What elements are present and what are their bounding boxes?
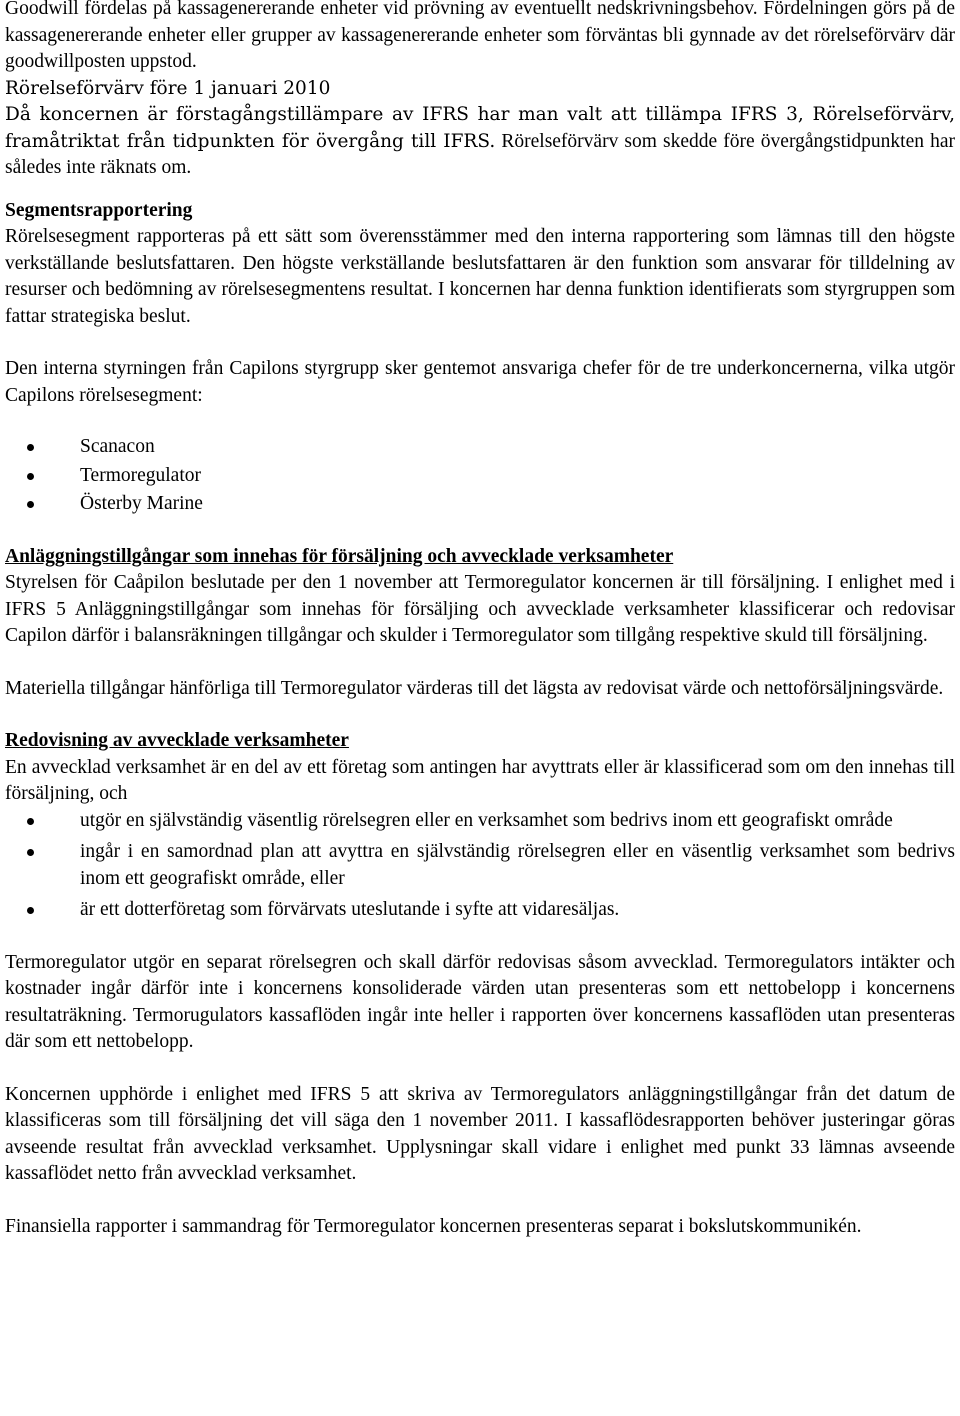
spacer <box>5 929 955 950</box>
segment-steering-paragraph: Den interna styrningen från Capilons styrgrupp sker gentemot ansvariga chefer för de tre underkoncernerna, vilka utgör Capilons rörelsesegment: <box>5 358 955 406</box>
segment-name: Scanacon <box>80 436 155 457</box>
segment-name: Österby Marine <box>80 493 203 514</box>
criterion-text: utgör en självständig väsentlig rörelsegren eller en verksamhet som bedrivs inom ett geografiskt område <box>80 809 893 831</box>
segment-reporting-paragraph: Rörelsesegment rapporteras på ett sätt som överensstämmer med den interna rapportering som lämnas till den högste verkställande beslutsfattaren. Den högste verkställande beslutsfattaren är den funktion som ansvarar för tilldelning av resurser och bedömning av rörelsesegmentens resultat. I koncernen har denna funktion identifierats som styrgruppen som fattar strategiska beslut. <box>5 226 955 327</box>
bullet-icon <box>27 501 34 508</box>
goodwill-paragraph: Goodwill fördelas på kassagenererande enheter vid prövning av eventuellt nedskrivningsbehov. Fördelningen görs på de kassagenererande enheter eller grupper av kassagenererande enheter som förväntas bli gynnade av det rörelseförvärv där goodwillposten uppstod. <box>5 0 955 72</box>
financial-reports-paragraph: Finansiella rapporter i sammandrag för Termoregulator koncernen presenteras separat i bokslutskommunikén. <box>5 1215 862 1237</box>
spacer <box>5 650 955 676</box>
list-item <box>5 897 955 924</box>
bullet-icon <box>27 444 34 451</box>
business-combinations-paragraph <box>5 102 955 182</box>
bullet-icon <box>27 473 34 480</box>
bullet-icon <box>27 818 34 825</box>
spacer <box>5 1056 955 1082</box>
segment-list <box>5 434 955 518</box>
bullet-icon <box>27 849 34 856</box>
tangible-assets-paragraph: Materiella tillgångar hänförliga till Termoregulator värderas till det lägsta av redovisat värde och nettoförsäljningsvärde. <box>5 677 944 699</box>
criterion-text: är ett dotterföretag som förvärvats uteslutande i syfte att vidaresäljas. <box>80 899 620 920</box>
spacer <box>5 520 955 544</box>
held-for-sale-heading: Anläggningstillgångar som innehas för försäljning och avvecklade verksamheter <box>5 545 674 567</box>
held-for-sale-paragraph: Styrelsen för Caåpilon beslutade per den 1 november att Termoregulator koncernen är till försäljning. I enlighet med i IFRS 5 Anläggningstillgångar som innehas för försäljing och avvecklade verksamheter klassificerar och redovisar Capilon därför i balansräkningen tillgångar och skulder i Termoregulator som tillgång respektive skuld till försäljning. <box>5 572 955 646</box>
business-combinations-text-b: Rörelseförvärv som skedde före övergångstidpunkten har således inte räknats om. <box>5 130 955 178</box>
list-item <box>5 434 955 461</box>
spacer <box>5 330 955 356</box>
segment-name: Termoregulator <box>80 464 201 486</box>
spacer <box>5 409 955 434</box>
spacer <box>5 702 955 728</box>
spacer <box>5 1188 955 1214</box>
segment-reporting-heading: Segmentsrapportering <box>5 199 193 221</box>
criterion-text: ingår i en samordnad plan att avyttra en självständig rörelsegren eller en väsentlig verksamhet som bedrivs inom ett geografiskt område, eller <box>80 841 955 889</box>
discontinued-heading: Redovisning av avvecklade verksamheter <box>5 730 349 751</box>
spacer <box>5 182 955 198</box>
termoregulator-separate-paragraph: Termoregulator utgör en separat rörelsegren och skall därför redovisas såsom avvecklad. Termoregulators intäkter och kostnader ingår därför inte i koncernens konsoliderade värden utan presenteras som ett nettobelopp i koncernens resultaträkning. Termorugulators kassaflöden ingår inte heller i rapporten över koncernens kassaflöden utan presenteras där som ett nettobelopp. <box>5 951 955 1052</box>
list-item <box>5 808 955 835</box>
business-combinations-text-a: Då koncernen är förstagångstillämpare av IFRS har man valt att tillämpa IFRS 3, Rörelseförvärv, framåtriktat från tidpunkten för övergång till IFRS. <box>5 104 955 152</box>
ifrs5-paragraph: Koncernen upphörde i enlighet med IFRS 5 att skriva av Termoregulators anläggningstillgångar från det datum de klassificeras som till försäljning det vill säga den 1 november 2011. I kassaflödesrapporten behöver justeringar göras avseende resultat från avvecklad verksamhet. Upplysningar skall vidare i enlighet med punkt 33 lämnas avseende kassaflödet netto från avvecklad verksamhet. <box>5 1083 955 1184</box>
list-item <box>5 839 955 892</box>
bullet-icon <box>27 907 34 914</box>
document-page <box>5 0 955 1240</box>
discontinued-criteria-list <box>5 808 955 924</box>
business-combinations-section <box>5 76 955 182</box>
list-item <box>5 463 955 490</box>
business-combinations-heading: Rörelseförvärv före 1 januari 2010 <box>5 77 331 99</box>
list-item <box>5 491 955 518</box>
discontinued-intro: En avvecklad verksamhet är en del av ett företag som antingen har avyttrats eller är klassificerad som om den innehas till försäljning, och <box>5 756 955 804</box>
